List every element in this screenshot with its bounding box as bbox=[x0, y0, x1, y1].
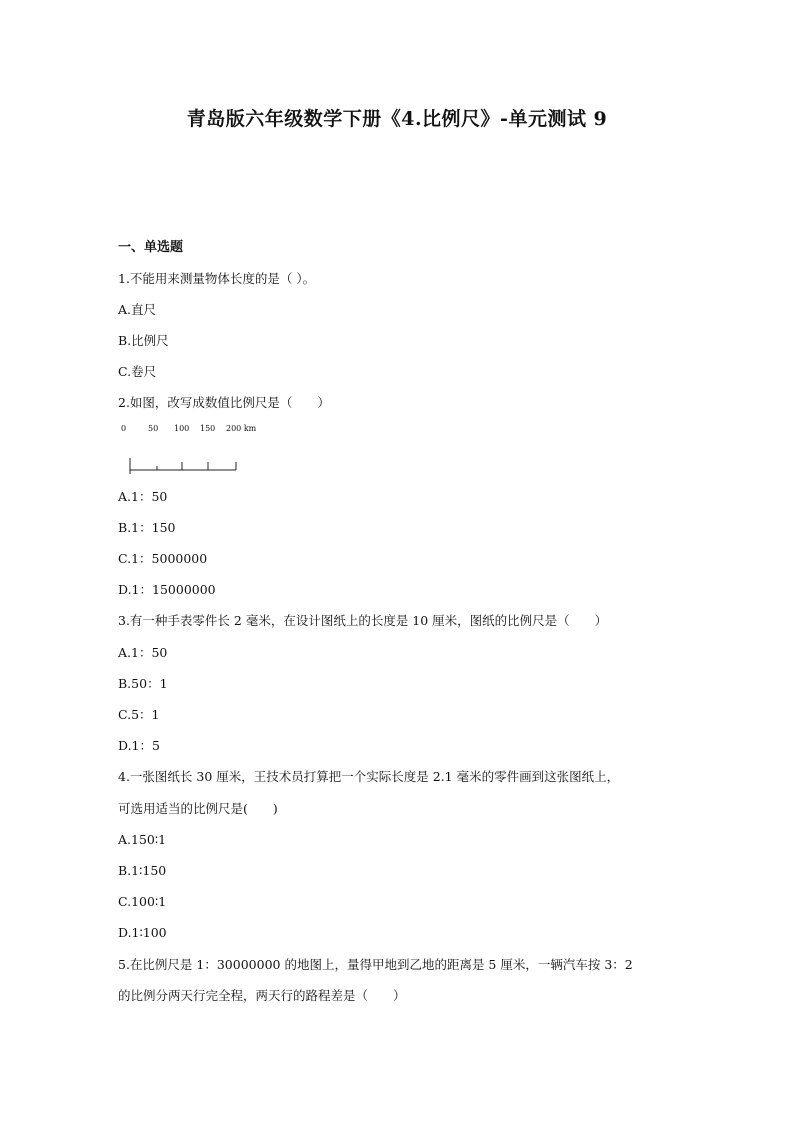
question-5-stem-line1: 5.在比例尺是 1：30000000 的地图上，量得甲地到乙地的距离是 5 厘米，一辆汽车按 3：2 bbox=[118, 957, 633, 972]
scale-figure-labels bbox=[118, 424, 268, 434]
question-4-option-d: D.1∶100 bbox=[118, 925, 167, 940]
scale-label: 150 bbox=[200, 424, 216, 433]
question-2-option-c: C.1：5000000 bbox=[118, 551, 208, 566]
scale-label: 200 km bbox=[226, 424, 257, 433]
question-2-stem: 2.如图，改写成数值比例尺是（ ） bbox=[118, 395, 330, 410]
line-scale-figure bbox=[125, 456, 243, 476]
scale-label: 50 bbox=[148, 424, 159, 433]
section-heading: 一、单选题 bbox=[118, 240, 184, 255]
question-4-stem-line2: 可选用适当的比例尺是( ) bbox=[118, 801, 278, 816]
question-3-stem: 3.有一种手表零件长 2 毫米，在设计图纸上的长度是 10 厘米，图纸的比例尺是（ ） bbox=[118, 613, 608, 628]
question-4-option-a: A.150∶1 bbox=[118, 832, 167, 847]
question-3-option-b: B.50：1 bbox=[118, 676, 168, 691]
question-4-option-c: C.100∶1 bbox=[118, 894, 167, 909]
question-1-option-c: C.卷尺 bbox=[118, 364, 157, 379]
page-title: 青岛版六年级数学下册《4.比例尺》-单元测试 9 bbox=[186, 108, 608, 130]
question-2-option-b: B.1：150 bbox=[118, 520, 176, 535]
question-1-option-b: B.比例尺 bbox=[118, 333, 169, 348]
question-2-option-a: A.1：50 bbox=[118, 489, 168, 504]
scale-label: 0 bbox=[121, 424, 127, 433]
question-4-option-b: B.1∶150 bbox=[118, 863, 167, 878]
scale-label: 100 bbox=[174, 424, 190, 433]
question-3-option-c: C.5：1 bbox=[118, 707, 160, 722]
question-3-option-a: A.1：50 bbox=[118, 645, 168, 660]
question-4-stem-line1: 4.一张图纸长 30 厘米，王技术员打算把一个实际长度是 2.1 毫米的零件画到这张图纸上， bbox=[118, 769, 620, 784]
question-1-option-a: A.直尺 bbox=[118, 302, 157, 317]
question-1-stem: 1.不能用来测量物体长度的是（ ）。 bbox=[118, 271, 316, 286]
question-5-stem-line2: 的比例分两天行完全程，两天行的路程差是（ ） bbox=[118, 988, 406, 1003]
question-2-option-d: D.1：15000000 bbox=[118, 582, 216, 597]
question-3-option-d: D.1：5 bbox=[118, 738, 160, 753]
